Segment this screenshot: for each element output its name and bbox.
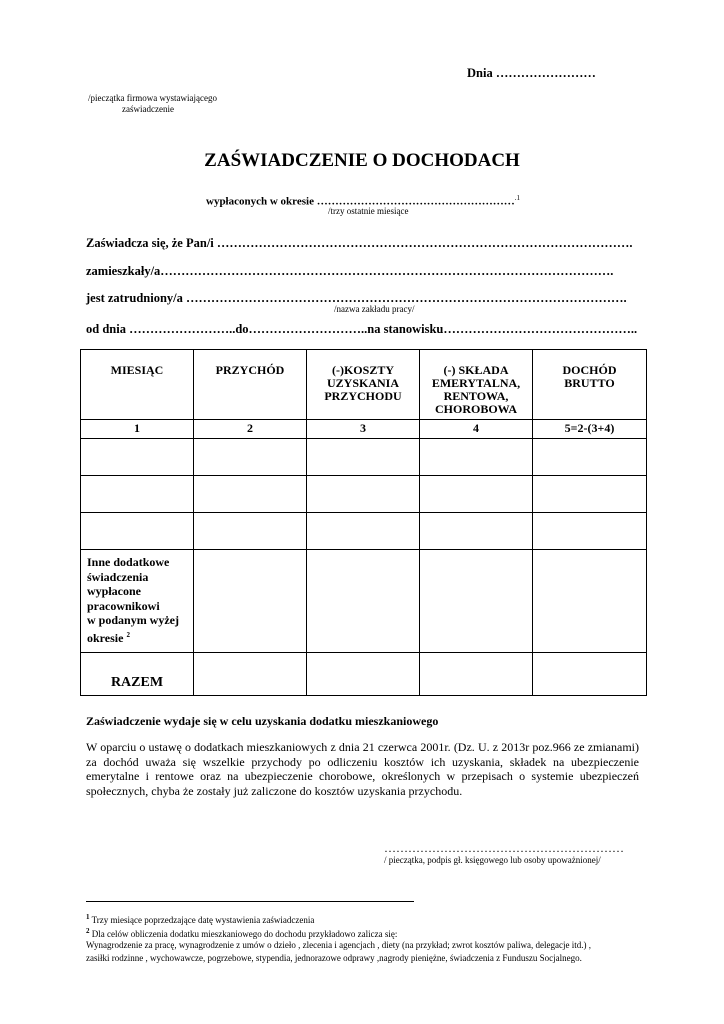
footnote-2-line-2: Wynagrodzenie za pracę, wynagrodzenie z umów o dzieło , zlecenia i agencjach , diety (na przykład; zwrot kosztów paliwa, delegacje itd.) , bbox=[86, 940, 591, 950]
table-cell[interactable] bbox=[194, 550, 307, 653]
footnote-2-line-3: zasiłki rodzinne , wychowawcze, pogrzebowe, stypendia, jednorazowe odprawy ,nagrody pieniężne, świadczenia z Funduszu Socjalnego. bbox=[86, 953, 582, 963]
footnote-1: $^1$ Trzy miesiące poprzedzające datę wystawienia zaświadczenia bbox=[86, 913, 315, 925]
table-cell[interactable] bbox=[533, 653, 647, 696]
legal-basis-paragraph: W oparciu o ustawę o dodatkach mieszkaniowych z dnia 21 czerwca 2001r. (Dz. U. z 2013r poz.966 ze zmianami) za dochód uważa się wszelkie przychody po odliczeniu kosztów ich uzyskania, składek na ubezpieczenie emerytalne i rentowe oraz na ubezpieczenie chorobowe, określonych w przepisach o systemie ubezpieczeń społecznych, chyba że zostały już zaliczone do kosztów uzyskania przychodu. bbox=[86, 740, 639, 799]
footnote-separator bbox=[86, 901, 414, 902]
table-cell[interactable] bbox=[194, 439, 307, 476]
table-cell[interactable] bbox=[533, 550, 647, 653]
header-month: MIESIĄC bbox=[81, 350, 194, 420]
table-cell[interactable] bbox=[81, 439, 194, 476]
income-table bbox=[80, 349, 647, 696]
header-gross-income: DOCHÓD BRUTTO bbox=[533, 350, 647, 420]
table-cell[interactable] bbox=[194, 653, 307, 696]
employer-field[interactable]: jest zatrudniony/a ……………………………………………………………………………………………. bbox=[86, 291, 627, 305]
header-revenue: PRZYCHÓD bbox=[194, 350, 307, 420]
period-hint: /trzy ostatnie miesiące bbox=[328, 206, 409, 216]
table-cell[interactable] bbox=[307, 476, 420, 513]
other-benefits-row bbox=[81, 550, 647, 653]
table-cell[interactable] bbox=[307, 550, 420, 653]
other-benefits-label: Inne dodatkowe świadczenia wypłacone pracownikowi w podanym wyżej okresie $^2$ bbox=[81, 550, 194, 653]
period-text: wypłaconych w okresie ……………………………………………… bbox=[206, 195, 515, 208]
table-cell[interactable] bbox=[307, 653, 420, 696]
employment-period-field[interactable]: od dnia ……………………..do………………………..na stanowisku……………………………………….. bbox=[86, 322, 638, 336]
employer-hint: /nazwa zakładu pracy/ bbox=[334, 304, 415, 314]
table-cell[interactable] bbox=[194, 513, 307, 550]
table-cell[interactable] bbox=[194, 476, 307, 513]
column-number: 2 bbox=[194, 420, 307, 439]
signature-hint: / pieczątka, podpis gł. księgowego lub osoby upoważnionej/ bbox=[384, 855, 601, 865]
table-cell[interactable] bbox=[81, 513, 194, 550]
footnote-2: $^2$ Dla celów obliczenia dodatku mieszkaniowego do dochodu przykładowo zalicza się: bbox=[86, 927, 398, 939]
table-cell[interactable] bbox=[307, 439, 420, 476]
table-cell[interactable] bbox=[420, 513, 533, 550]
header-contributions: (-) SKŁADA EMERYTALNA, RENTOWA, CHOROBOWA bbox=[420, 350, 533, 420]
month-row bbox=[81, 476, 647, 513]
purpose-statement: Zaświadczenie wydaje się w celu uzyskania dodatku mieszkaniowego bbox=[86, 714, 439, 728]
total-row bbox=[81, 653, 647, 696]
address-field[interactable]: zamieszkały/a………………………………………………………………………………………………. bbox=[86, 264, 614, 278]
company-stamp-label: /pieczątka firmowa wystawiającego bbox=[88, 93, 217, 103]
signature-field[interactable]: …………………………………………………… bbox=[384, 841, 624, 855]
column-number: 5=2-(3+4) bbox=[533, 420, 647, 439]
month-row bbox=[81, 439, 647, 476]
table-cell[interactable] bbox=[533, 513, 647, 550]
table-cell[interactable] bbox=[420, 439, 533, 476]
total-label: RAZEM bbox=[81, 653, 194, 696]
table-cell[interactable] bbox=[307, 513, 420, 550]
company-stamp-label-2: zaświadczenie bbox=[122, 104, 174, 114]
person-field[interactable]: Zaświadcza się, że Pan/i ………………………………………………………………………………………. bbox=[86, 236, 633, 250]
header-costs: (-)KOSZTY UZYSKANIA PRZYCHODU bbox=[307, 350, 420, 420]
date-field[interactable]: Dnia …………………… bbox=[467, 66, 596, 80]
column-number: 4 bbox=[420, 420, 533, 439]
table-header-row bbox=[81, 350, 647, 420]
table-cell[interactable] bbox=[420, 476, 533, 513]
table-cell[interactable] bbox=[420, 653, 533, 696]
table-cell[interactable] bbox=[81, 476, 194, 513]
column-numbers-row bbox=[81, 420, 647, 439]
footnote-ref: 2 bbox=[126, 630, 130, 639]
table-cell[interactable] bbox=[533, 476, 647, 513]
month-row bbox=[81, 513, 647, 550]
column-number: 1 bbox=[81, 420, 194, 439]
table-cell[interactable] bbox=[420, 550, 533, 653]
table-cell[interactable] bbox=[533, 439, 647, 476]
period-footnote-ref: .1 bbox=[514, 194, 520, 202]
column-number: 3 bbox=[307, 420, 420, 439]
document-title: ZAŚWIADCZENIE O DOCHODACH bbox=[204, 150, 520, 171]
